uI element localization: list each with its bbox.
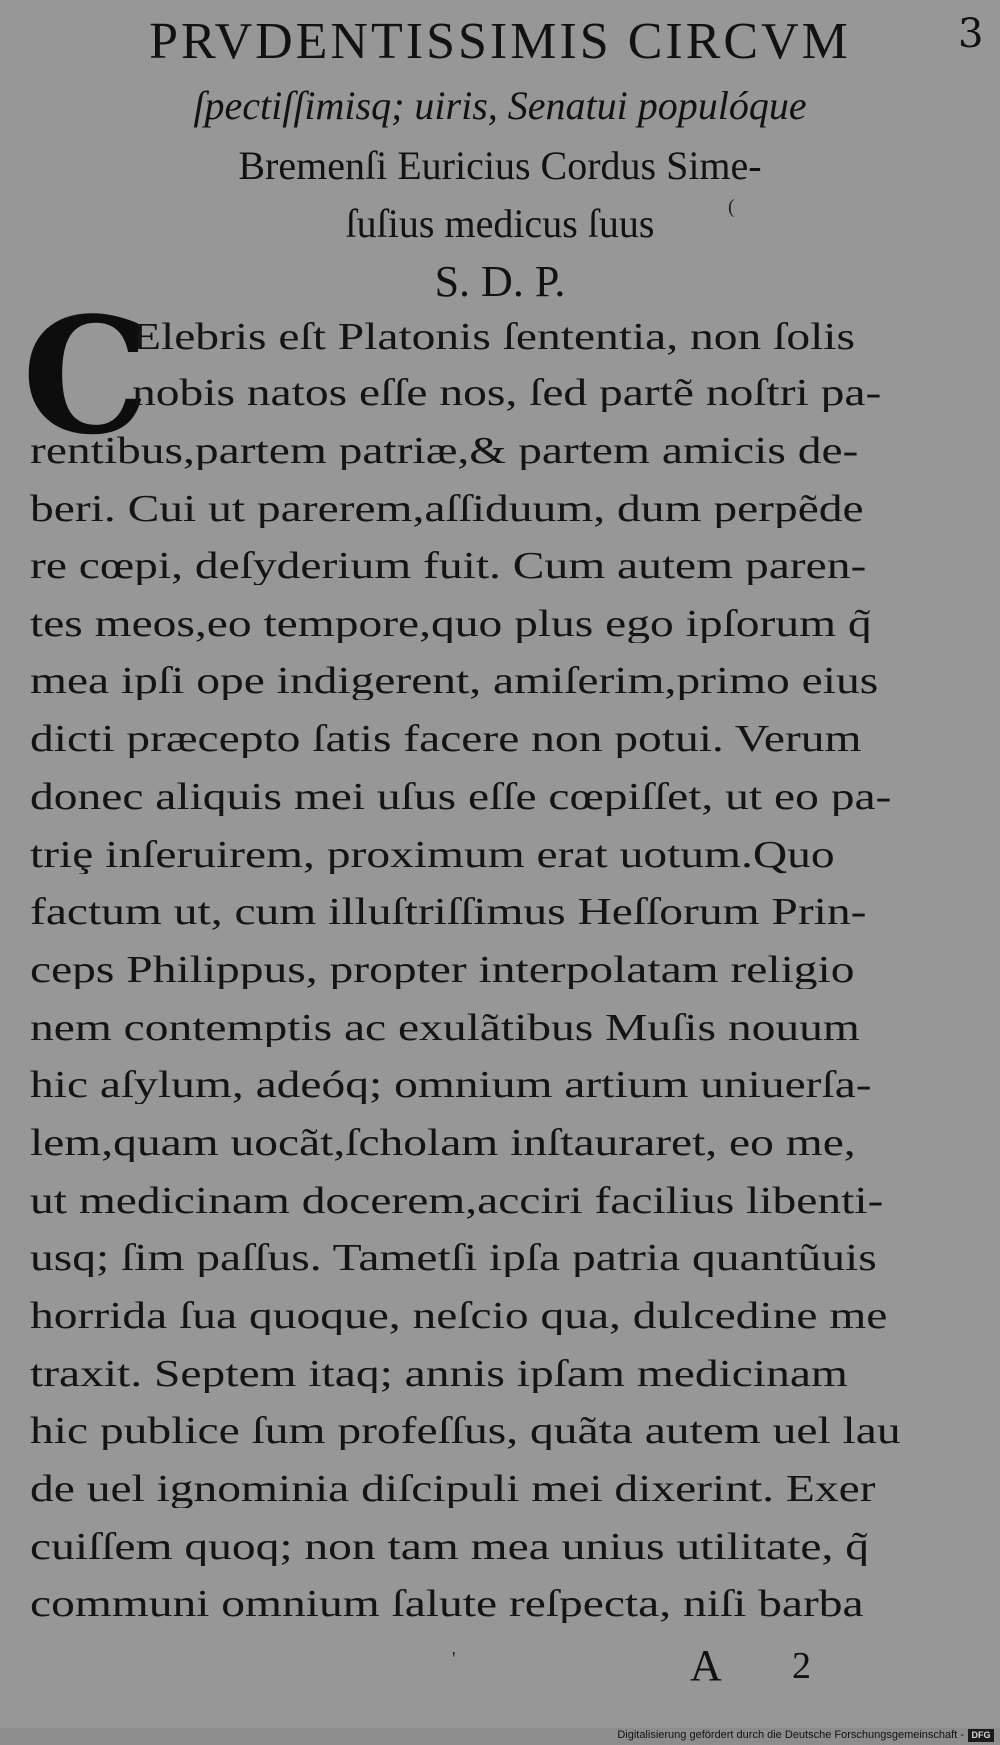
body-line-18: horrida ſua quoque, neſcio qua, dulcedine me [30, 1297, 888, 1335]
body-line-21: de uel ignominia diſcipuli mei dixerint. Exer [30, 1470, 876, 1508]
drop-capital: C [22, 282, 150, 470]
body-line-22: cuiſſem quoq; non tam mea unius utilitate, q̃ [30, 1528, 870, 1566]
heading-line-2: ſpectiſſimisq; uiris, Senatui populóque [193, 83, 807, 128]
heading-line-4: ſuſius medicus ſuus [345, 201, 655, 246]
body-line-20: hic publice ſum profeſſus, quãta autem uel lau [30, 1412, 901, 1450]
folio-number: 3 [958, 11, 984, 57]
body-line-13: nem contemptis ac exulãtibus Muſis nouum [30, 1009, 860, 1047]
body-line-16: ut medicinam docerem,acciri facilius libenti- [30, 1182, 884, 1220]
ink-speck: ' [452, 1648, 456, 1670]
body-line-9: donec aliquis mei uſus eſſe cœpiſſet, ut eo pa- [30, 778, 892, 816]
body-line-1: Elebris eſt Platonis ſententia, non ſolis [132, 318, 855, 356]
ink-speck: ( [728, 196, 735, 218]
body-line-10: triȩ inſeruirem, proximum erat uotum.Quo [30, 836, 835, 874]
dfg-logo-icon: DFG [968, 1729, 994, 1742]
heading-salutation: S. D. P. [434, 257, 566, 306]
body-line-2: nobis natos eſſe nos, ſed partẽ noſtri pa- [132, 374, 882, 412]
signature-number: 2 [792, 1645, 811, 1687]
body-line-6: tes meos,eo tempore,quo plus ego ipſorum q̃ [30, 605, 872, 643]
footer-credit: Digitalisierung gefördert durch die Deutsche Forschungsgemeinschaft - [617, 1729, 964, 1741]
body-line-4: beri. Cui ut parerem,aſſiduum, dum perpẽde [30, 490, 864, 528]
body-line-14: hic aſylum, adeóq; omnium artium uniuerſa- [30, 1066, 872, 1104]
signature-letter: A [690, 1641, 722, 1690]
heading-line-3: Bremenſi Euricius Cordus Sime- [238, 143, 762, 188]
body-line-5: re cœpi, deſyderium fuit. Cum autem paren- [30, 547, 867, 585]
body-line-17: usq; ſim paſſus. Tametſi ipſa patria quantũuis [30, 1239, 877, 1277]
body-line-23: communi omnium ſalute reſpecta, niſi barba [30, 1585, 864, 1623]
body-line-15: lem,quam uocãt,ſcholam inſtauraret, eo me, [30, 1124, 856, 1162]
body-line-8: dicti præcepto ſatis facere non potui. Verum [30, 720, 862, 758]
body-line-19: traxit. Septem itaq; annis ipſam medicinam [30, 1355, 848, 1393]
body-line-7: mea ipſi ope indigerent, amiſerim,primo eius [30, 662, 879, 700]
body-line-11: factum ut, cum illuſtriſſimus Heſſorum Prin- [30, 893, 867, 931]
body-line-3: rentibus,partem patriæ,& partem amicis de- [30, 432, 859, 470]
heading-line-1: PRVDENTISSIMIS CIRCVM [149, 13, 851, 70]
body-line-12: ceps Philippus, propter interpolatam religio [30, 951, 855, 989]
